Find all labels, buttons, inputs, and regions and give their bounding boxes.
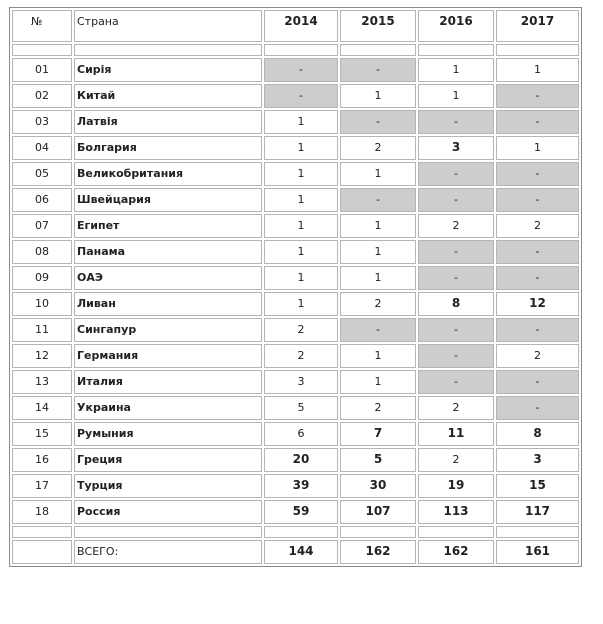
row-value-2016: -: [418, 344, 494, 368]
row-value-2015: 2: [340, 396, 416, 420]
header-country: Страна: [74, 10, 262, 42]
row-value-2016: 11: [418, 422, 494, 446]
spacer-row: [12, 526, 579, 538]
row-num: 09: [12, 266, 72, 290]
row-value-2017: -: [496, 396, 579, 420]
row-num: 12: [12, 344, 72, 368]
row-value-2014: 3: [264, 370, 338, 394]
row-country: Греция: [74, 448, 262, 472]
header-num: №: [12, 10, 72, 42]
row-country: Ливан: [74, 292, 262, 316]
table-row: [12, 292, 579, 316]
row-num: 03: [12, 110, 72, 134]
spacer-cell: [418, 44, 494, 56]
row-value-2015: 1: [340, 240, 416, 264]
row-value-2014: 1: [264, 214, 338, 238]
header-year: 2014: [264, 10, 338, 42]
total-value: 162: [340, 540, 416, 564]
row-value-2014: 1: [264, 292, 338, 316]
row-value-2017: 117: [496, 500, 579, 524]
row-value-2017: -: [496, 318, 579, 342]
row-value-2016: 113: [418, 500, 494, 524]
table-row: [12, 396, 579, 420]
row-value-2015: 5: [340, 448, 416, 472]
row-num: 16: [12, 448, 72, 472]
row-value-2014: -: [264, 84, 338, 108]
row-num: 14: [12, 396, 72, 420]
row-value-2015: 107: [340, 500, 416, 524]
row-country: Сингапур: [74, 318, 262, 342]
row-country: Турция: [74, 474, 262, 498]
row-value-2017: -: [496, 188, 579, 212]
table-row: [12, 214, 579, 238]
row-value-2017: 15: [496, 474, 579, 498]
row-num: 11: [12, 318, 72, 342]
row-value-2017: 1: [496, 58, 579, 82]
row-country: Италия: [74, 370, 262, 394]
row-num: 06: [12, 188, 72, 212]
row-country: Румыния: [74, 422, 262, 446]
row-value-2014: 20: [264, 448, 338, 472]
table-row: [12, 500, 579, 524]
total-value: 162: [418, 540, 494, 564]
row-value-2016: -: [418, 162, 494, 186]
table-row: [12, 188, 579, 212]
total-value: 161: [496, 540, 579, 564]
row-value-2017: -: [496, 84, 579, 108]
total-label: ВСЕГО:: [74, 540, 262, 564]
row-value-2015: -: [340, 188, 416, 212]
row-value-2017: 8: [496, 422, 579, 446]
row-num: 15: [12, 422, 72, 446]
row-value-2017: 3: [496, 448, 579, 472]
table-row: [12, 370, 579, 394]
table-row: [12, 110, 579, 134]
row-value-2014: 2: [264, 318, 338, 342]
row-country: Германия: [74, 344, 262, 368]
row-value-2017: 2: [496, 214, 579, 238]
row-value-2014: -: [264, 58, 338, 82]
row-country: Болгария: [74, 136, 262, 160]
row-country: Украина: [74, 396, 262, 420]
header-year: 2016: [418, 10, 494, 42]
row-value-2016: 8: [418, 292, 494, 316]
row-value-2017: -: [496, 162, 579, 186]
table-row: [12, 422, 579, 446]
row-value-2014: 1: [264, 162, 338, 186]
row-value-2016: -: [418, 188, 494, 212]
header-row: [12, 10, 579, 42]
row-value-2014: 2: [264, 344, 338, 368]
row-value-2015: 7: [340, 422, 416, 446]
row-country: Китай: [74, 84, 262, 108]
table-body: [12, 10, 579, 56]
spacer-cell: [12, 526, 72, 538]
row-num: 02: [12, 84, 72, 108]
table-rows: [12, 58, 579, 524]
row-value-2015: -: [340, 58, 416, 82]
row-num: 04: [12, 136, 72, 160]
table-row: [12, 474, 579, 498]
row-value-2014: 1: [264, 240, 338, 264]
spacer-cell: [74, 44, 262, 56]
row-value-2015: 2: [340, 136, 416, 160]
spacer-cell: [264, 526, 338, 538]
row-value-2015: 1: [340, 214, 416, 238]
spacer-cell: [74, 526, 262, 538]
row-value-2017: 2: [496, 344, 579, 368]
row-value-2016: -: [418, 110, 494, 134]
row-value-2014: 6: [264, 422, 338, 446]
table-row: [12, 344, 579, 368]
row-value-2014: 1: [264, 188, 338, 212]
row-value-2016: 2: [418, 214, 494, 238]
spacer-cell: [418, 526, 494, 538]
row-num: 13: [12, 370, 72, 394]
spacer-cell: [496, 526, 579, 538]
row-value-2017: 1: [496, 136, 579, 160]
row-num: 01: [12, 58, 72, 82]
row-value-2015: 1: [340, 266, 416, 290]
row-country: Латвія: [74, 110, 262, 134]
spacer-cell: [340, 526, 416, 538]
row-num: 10: [12, 292, 72, 316]
row-value-2017: -: [496, 370, 579, 394]
table-row: [12, 240, 579, 264]
table-row: [12, 136, 579, 160]
spacer-cell: [340, 44, 416, 56]
row-value-2015: 1: [340, 344, 416, 368]
row-value-2016: -: [418, 266, 494, 290]
row-value-2016: 2: [418, 396, 494, 420]
table-row: [12, 266, 579, 290]
total-value: 144: [264, 540, 338, 564]
header-year: 2017: [496, 10, 579, 42]
spacer-row: [12, 44, 579, 56]
row-value-2014: 1: [264, 136, 338, 160]
table-row: [12, 448, 579, 472]
row-country: Великобритания: [74, 162, 262, 186]
row-value-2016: 3: [418, 136, 494, 160]
row-country: Россия: [74, 500, 262, 524]
row-value-2015: 30: [340, 474, 416, 498]
country-stats-table-frame: [9, 7, 582, 567]
row-value-2016: -: [418, 240, 494, 264]
row-value-2014: 39: [264, 474, 338, 498]
row-country: Египет: [74, 214, 262, 238]
table-row: [12, 318, 579, 342]
table-row: [12, 58, 579, 82]
spacer-cell: [12, 44, 72, 56]
row-value-2015: -: [340, 318, 416, 342]
row-value-2015: 1: [340, 162, 416, 186]
row-value-2015: 1: [340, 84, 416, 108]
table-row: [12, 162, 579, 186]
header-year: 2015: [340, 10, 416, 42]
row-value-2016: 19: [418, 474, 494, 498]
row-value-2016: 2: [418, 448, 494, 472]
row-country: Панама: [74, 240, 262, 264]
row-value-2016: -: [418, 370, 494, 394]
row-value-2014: 1: [264, 110, 338, 134]
row-value-2016: 1: [418, 58, 494, 82]
row-value-2014: 1: [264, 266, 338, 290]
row-value-2015: 1: [340, 370, 416, 394]
table-row: [12, 84, 579, 108]
row-country: Сирія: [74, 58, 262, 82]
country-stats-table: [10, 8, 581, 566]
spacer-cell: [264, 44, 338, 56]
row-country: Швейцария: [74, 188, 262, 212]
row-value-2014: 5: [264, 396, 338, 420]
total-row: [12, 540, 579, 564]
row-country: ОАЭ: [74, 266, 262, 290]
spacer-cell: [496, 44, 579, 56]
row-value-2017: -: [496, 266, 579, 290]
row-value-2016: -: [418, 318, 494, 342]
row-value-2015: 2: [340, 292, 416, 316]
row-num: 07: [12, 214, 72, 238]
row-value-2015: -: [340, 110, 416, 134]
row-value-2014: 59: [264, 500, 338, 524]
row-num: 05: [12, 162, 72, 186]
total-num-cell: [12, 540, 72, 564]
row-value-2017: -: [496, 240, 579, 264]
row-value-2017: -: [496, 110, 579, 134]
row-value-2016: 1: [418, 84, 494, 108]
row-num: 18: [12, 500, 72, 524]
row-value-2017: 12: [496, 292, 579, 316]
row-num: 08: [12, 240, 72, 264]
row-num: 17: [12, 474, 72, 498]
table-footer: [12, 526, 579, 564]
